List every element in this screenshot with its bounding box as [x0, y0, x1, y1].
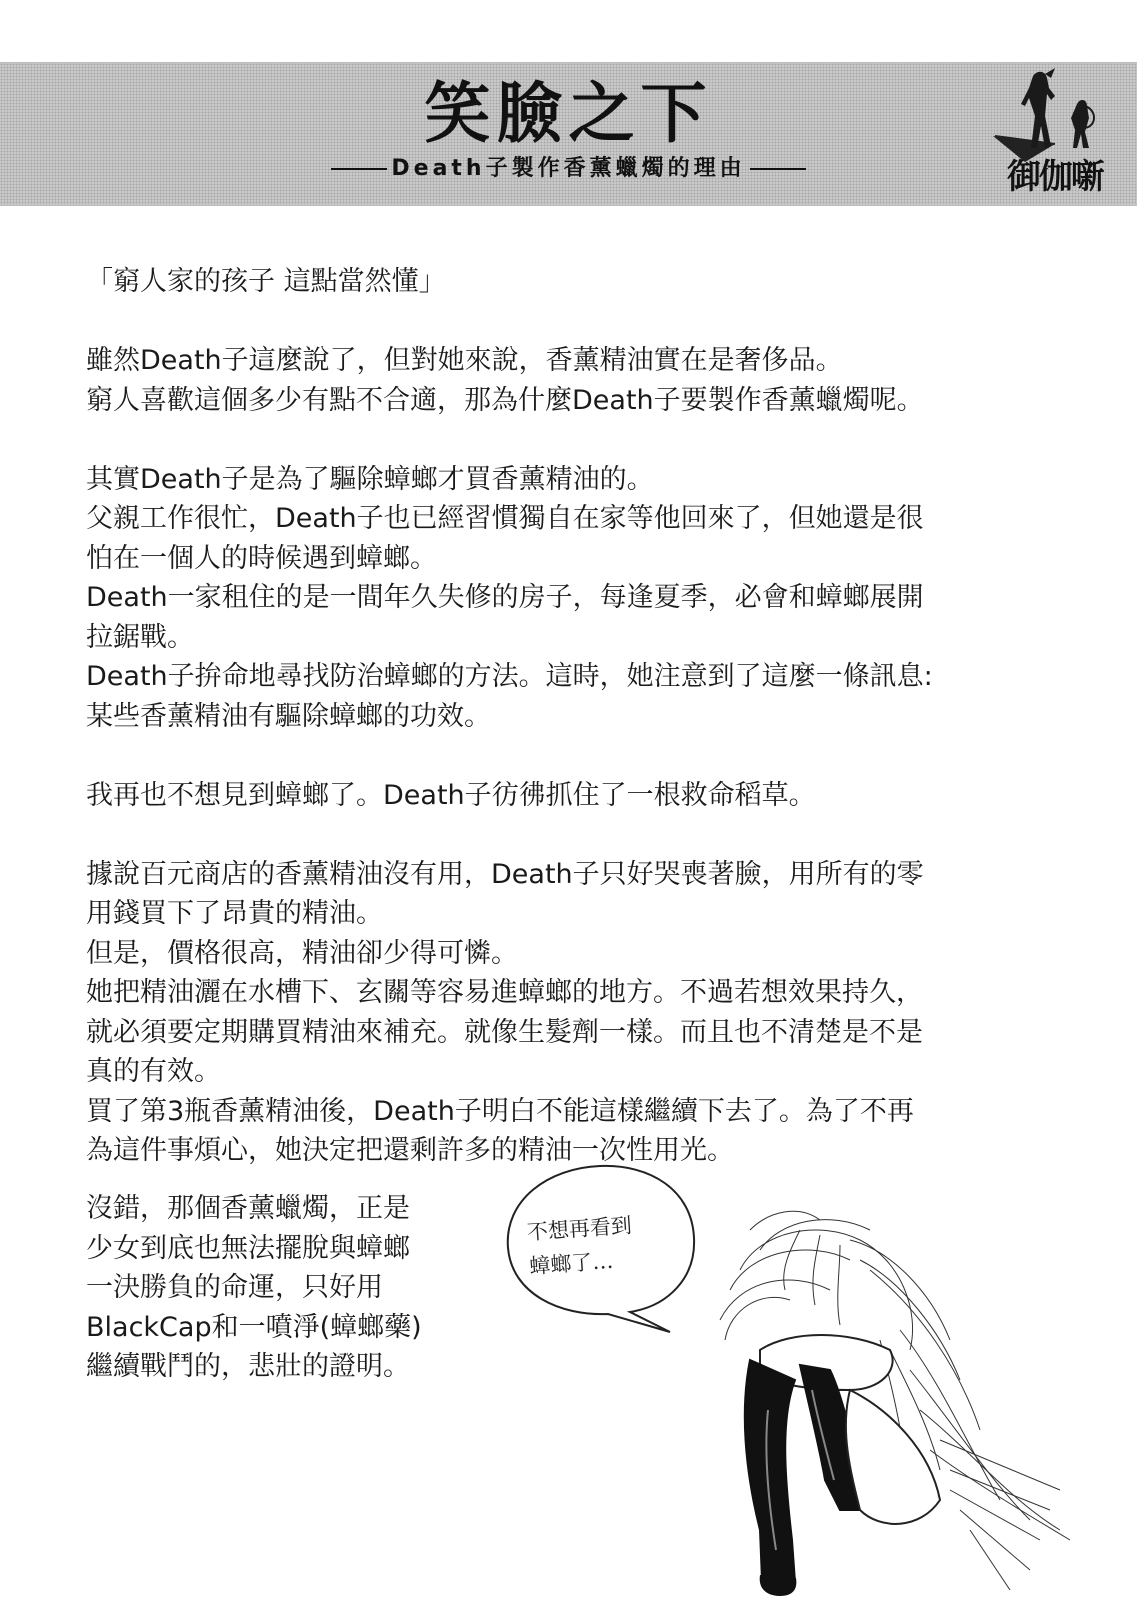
line: 拉鋸戰。	[86, 621, 194, 653]
line: 就必須要定期購買精油來補充。就像生髮劑一樣。而且也不清楚是不是	[86, 1016, 923, 1048]
line: 繼續戰鬥的，悲壯的證明。	[86, 1351, 410, 1382]
paragraph-gap	[86, 736, 1066, 776]
page-title: 笑臉之下	[424, 74, 713, 152]
paragraph-gap	[86, 302, 1066, 342]
line: 為這件事煩心，她決定把還剩許多的精油一次性用光。	[86, 1135, 734, 1166]
line: 「窮人家的孩子 這點當然懂」	[86, 266, 446, 297]
line: Death子拚命地尋找防治蟑螂的方法。這時，她注意到了這麼一條訊息:	[86, 661, 933, 692]
line: BlackCap和一噴淨(蟑螂藥)	[86, 1311, 422, 1343]
closing-paragraph	[86, 1189, 506, 1387]
line: 我再也不想見到蟑螂了。Death子彷彿抓住了一根救命稻草。	[86, 779, 816, 811]
line: 沒錯，那個香薰蠟燭，正是	[86, 1193, 410, 1224]
paragraph-gap	[86, 420, 1066, 460]
line: 雖然Death子這麼說了，但對她來說，香薰精油實在是奢侈品。	[86, 345, 843, 376]
paragraph-gap	[86, 815, 1066, 855]
line: 少女到底也無法擺脫與蟑螂	[86, 1232, 410, 1264]
article-body	[86, 262, 1066, 1171]
line: 窮人喜歡這個多少有點不合適，那為什麼Death子要製作香薰蠟燭呢。	[86, 384, 924, 416]
bubble-line: 不想再看到	[526, 1213, 633, 1245]
line: 怕在一個人的時候遇到蟑螂。	[86, 542, 437, 574]
line: 真的有效。	[86, 1056, 221, 1087]
line: 父親工作很忙，Death子也已經習慣獨自在家等他回來了，但她還是很	[86, 503, 924, 534]
speech-bubble-text	[526, 1205, 690, 1284]
bubble-line: 蟑螂了…	[528, 1248, 615, 1279]
line: 買了第3瓶香薰精油後，Death子明白不能這樣繼續下去了。為了不再	[86, 1095, 914, 1127]
subtitle-dash-right	[750, 168, 806, 170]
line: 但是，價格很高，精油卻少得可憐。	[86, 937, 518, 969]
line: Death一家租住的是一間年久失修的房子，每逢夏季，必會和蟑螂展開	[86, 582, 924, 613]
line: 一決勝負的命運，只好用	[86, 1272, 383, 1303]
line: 某些香薰精油有驅除蟑螂的功效。	[86, 700, 491, 732]
line: 用錢買下了昂貴的精油。	[86, 898, 383, 929]
line: 她把精油灑在水槽下、玄關等容易進蟑螂的地方。不過若想效果持久，	[86, 977, 923, 1008]
subtitle-text: Death子製作香薰蠟燭的理由	[391, 156, 746, 181]
logo-text: 御伽噺	[1007, 157, 1103, 197]
page-subtitle	[0, 158, 1137, 180]
line: 據說百元商店的香薰精油沒有用，Death子只好哭喪著臉，用所有的零	[86, 858, 924, 890]
line: 其實Death子是為了驅除蟑螂才買香薰精油的。	[86, 463, 654, 495]
subtitle-dash-left	[331, 168, 387, 170]
girl-illustration-icon	[700, 1210, 1080, 1600]
